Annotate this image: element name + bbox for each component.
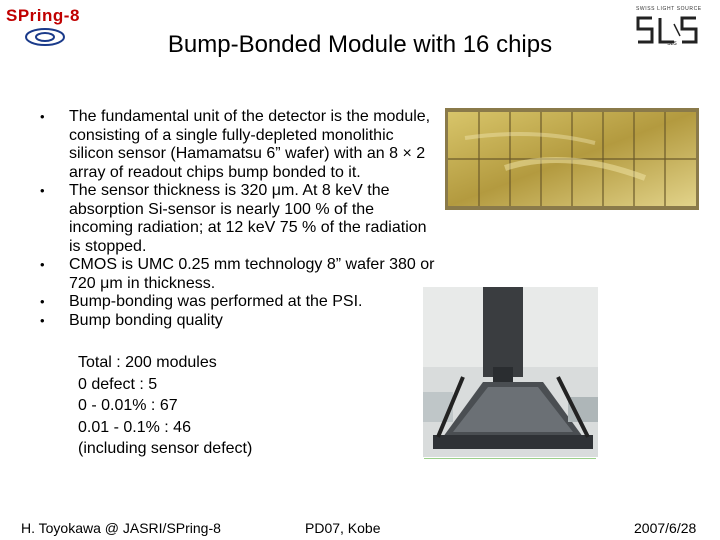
stat-line: (including sensor defect) <box>78 440 253 457</box>
photo-underline <box>424 458 596 459</box>
sls-logo-tagline: SWISS LIGHT SOURCE <box>636 6 702 12</box>
bump-bonding-quality-stats <box>78 352 378 460</box>
stat-line: 0 defect : 5 <box>78 375 158 393</box>
stat-line: Total : 200 modules <box>78 354 217 371</box>
footer-date: 2007/6/28 <box>634 520 697 536</box>
stat-line: 0 - 0.01% : 67 <box>78 397 178 414</box>
bump-bonding-machine-photo <box>423 287 598 457</box>
slide-title: Bump-Bonded Module with 16 chips <box>167 31 553 58</box>
bullet-item: • The fundamental unit of the detector is the module, consisting of a single fully-depleted monolithic silicon sensor (Hamamatsu 6” wafer) with an 8 × 2 array of readout chips bump bonded to it. <box>40 108 435 182</box>
bullet-list <box>40 108 435 330</box>
footer-session: PD07, Kobe <box>305 520 381 536</box>
bullet-item: • CMOS is UMC 0.25 mm technology 8” wafer 380 or 720 μm in thickness. <box>40 256 435 293</box>
stat-line: 0.01 - 0.1% : 46 <box>78 418 191 436</box>
bullet-item: • The sensor thickness is 320 μm. At 8 keV the absorption Si-sensor is nearly 100 % of the incoming radiation; at 12 keV 75 % of the radiation is stopped. <box>40 182 435 256</box>
spring8-logo-text: SPring-8 <box>6 6 80 25</box>
footer-author: H. Toyokawa @ JASRI/SPring-8 <box>21 520 221 536</box>
module-chips-photo <box>445 108 699 210</box>
bullet-item: • Bump-bonding was performed at the PSI. <box>40 293 435 312</box>
sls-logo-brand: SLS <box>667 41 677 46</box>
bullet-item: • Bump bonding quality <box>40 312 435 331</box>
